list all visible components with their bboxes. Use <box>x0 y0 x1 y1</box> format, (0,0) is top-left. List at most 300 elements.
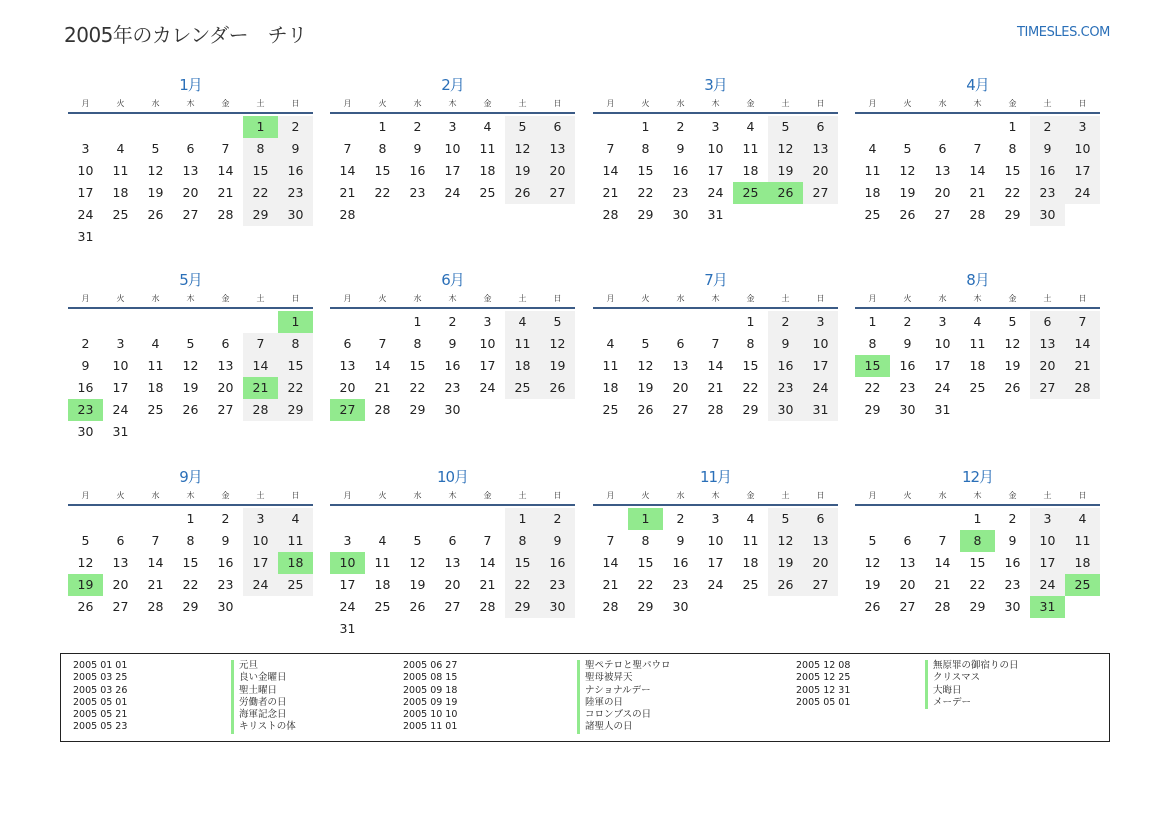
day-grid <box>855 508 1100 618</box>
weekday-label: 土 <box>256 294 265 303</box>
day-cell: 25 <box>479 185 496 200</box>
month-title: 7月 <box>704 271 727 289</box>
day-cell: 28 <box>339 207 356 222</box>
day-cell: 17 <box>707 163 724 178</box>
day-cell: 28 <box>707 402 724 417</box>
day-cell: 19 <box>182 380 199 395</box>
day-cell: 30 <box>1030 204 1065 226</box>
day-cell: 3 <box>343 533 352 548</box>
day-cell: 7 <box>483 533 492 548</box>
empty-cell <box>698 311 733 333</box>
day-cell: 25 <box>278 574 313 596</box>
day-cell: 14 <box>1065 333 1100 355</box>
day-cell: 21 <box>1065 355 1100 377</box>
month-4 <box>855 74 1100 226</box>
day-cell: 6 <box>540 116 575 138</box>
day-cell: 21 <box>147 577 164 592</box>
day-cell: 18 <box>864 185 881 200</box>
weekday-header <box>593 96 838 114</box>
day-cell: 18 <box>147 380 164 395</box>
weekday-label: 水 <box>938 294 947 303</box>
day-cell: 23 <box>899 380 916 395</box>
month-5 <box>68 269 313 443</box>
weekday-label: 土 <box>781 294 790 303</box>
day-cell: 1 <box>186 511 195 526</box>
day-cell: 14 <box>969 163 986 178</box>
day-cell: 29 <box>243 204 278 226</box>
day-cell: 26 <box>505 182 540 204</box>
day-cell: 21 <box>602 577 619 592</box>
day-cell: 12 <box>182 358 199 373</box>
weekday-label: 木 <box>186 491 195 500</box>
day-grid <box>68 116 313 248</box>
day-cell: 25 <box>969 380 986 395</box>
weekday-label: 木 <box>973 99 982 108</box>
day-cell: 25 <box>864 207 881 222</box>
weekday-header <box>330 291 575 309</box>
page-title: 2005年のカレンダー チリ <box>64 23 307 47</box>
day-cell: 8 <box>186 533 195 548</box>
day-cell: 23 <box>768 377 803 399</box>
empty-cell <box>365 508 400 530</box>
legend-names-col-2 <box>577 660 671 734</box>
day-cell: 18 <box>505 355 540 377</box>
day-cell: 18 <box>742 163 759 178</box>
month-10 <box>330 466 575 640</box>
day-cell: 5 <box>868 533 877 548</box>
day-cell: 16 <box>1030 160 1065 182</box>
day-cell: 23 <box>1004 577 1021 592</box>
day-cell: 11 <box>112 163 129 178</box>
day-cell: 8 <box>378 141 387 156</box>
empty-cell <box>628 311 663 333</box>
day-cell: 3 <box>711 119 720 134</box>
holiday-legend <box>60 653 1110 742</box>
weekday-label: 水 <box>413 491 422 500</box>
day-cell: 5 <box>151 141 160 156</box>
weekday-label: 木 <box>186 294 195 303</box>
day-cell: 17 <box>1030 552 1065 574</box>
empty-cell <box>68 311 103 333</box>
day-cell: 24 <box>1030 574 1065 596</box>
holiday-date: 2005 01 01 <box>73 660 128 671</box>
day-cell: 17 <box>1065 160 1100 182</box>
day-cell: 12 <box>77 555 94 570</box>
day-cell: 21 <box>707 380 724 395</box>
day-cell: 13 <box>899 555 916 570</box>
day-cell: 28 <box>374 402 391 417</box>
day-cell: 17 <box>479 358 496 373</box>
weekday-label: 火 <box>116 294 125 303</box>
day-cell: 1 <box>505 508 540 530</box>
day-cell: 15 <box>409 358 426 373</box>
weekday-label: 火 <box>378 99 387 108</box>
day-cell: 27 <box>182 207 199 222</box>
day-cell: 8 <box>641 533 650 548</box>
day-cell: 22 <box>409 380 426 395</box>
day-cell: 4 <box>116 141 125 156</box>
day-cell: 27 <box>899 599 916 614</box>
day-cell: 8 <box>278 333 313 355</box>
day-cell: 11 <box>1065 530 1100 552</box>
day-cell: 10 <box>77 163 94 178</box>
holiday-name: 無原罪の御宿りの日 <box>925 660 1019 672</box>
month-6 <box>330 269 575 421</box>
day-cell: 14 <box>602 555 619 570</box>
day-cell: 11 <box>742 141 759 156</box>
day-cell: 20 <box>217 380 234 395</box>
day-cell: 26 <box>637 402 654 417</box>
weekday-label: 金 <box>746 99 755 108</box>
weekday-label: 水 <box>938 99 947 108</box>
day-cell: 13 <box>112 555 129 570</box>
day-cell: 21 <box>217 185 234 200</box>
day-cell: 17 <box>444 163 461 178</box>
holiday-date: 2005 11 01 <box>403 721 458 733</box>
day-cell: 15 <box>969 555 986 570</box>
day-cell: 11 <box>864 163 881 178</box>
day-cell: 29 <box>637 207 654 222</box>
day-cell: 5 <box>540 311 575 333</box>
weekday-label: 土 <box>256 491 265 500</box>
holiday-name: 元旦 <box>231 660 296 672</box>
day-cell: 20 <box>182 185 199 200</box>
weekday-label: 金 <box>746 294 755 303</box>
day-cell: 2 <box>676 119 685 134</box>
day-cell: 31 <box>112 424 129 439</box>
empty-cell <box>593 116 628 138</box>
month-title: 11月 <box>699 468 732 486</box>
empty-cell <box>890 116 925 138</box>
day-cell: 5 <box>768 116 803 138</box>
day-cell: 31 <box>339 621 356 636</box>
holiday-name: 陸軍の日 <box>577 697 671 709</box>
day-cell: 6 <box>903 533 912 548</box>
day-cell: 27 <box>803 182 838 204</box>
day-cell: 13 <box>540 138 575 160</box>
day-cell: 17 <box>77 185 94 200</box>
holiday-name: 労働者の日 <box>231 697 296 709</box>
day-cell: 30 <box>768 399 803 421</box>
empty-cell <box>960 116 995 138</box>
day-cell: 9 <box>278 138 313 160</box>
day-cell: 5 <box>413 533 422 548</box>
empty-cell <box>890 508 925 530</box>
day-cell: 13 <box>339 358 356 373</box>
day-cell: 19 <box>540 355 575 377</box>
day-cell: 3 <box>1065 116 1100 138</box>
holiday-name: 海軍記念日 <box>231 709 296 721</box>
month-7 <box>593 269 838 421</box>
day-cell: 6 <box>116 533 125 548</box>
weekday-header <box>68 96 313 114</box>
weekday-label: 火 <box>116 99 125 108</box>
day-cell: 23 <box>672 577 689 592</box>
day-cell: 19 <box>409 577 426 592</box>
day-cell: 4 <box>505 311 540 333</box>
day-grid <box>593 508 838 618</box>
day-cell: 16 <box>278 160 313 182</box>
day-cell: 7 <box>243 333 278 355</box>
weekday-label: 火 <box>641 99 650 108</box>
weekday-label: 金 <box>221 294 230 303</box>
day-cell: 15 <box>1004 163 1021 178</box>
weekday-label: 水 <box>676 491 685 500</box>
day-cell: 7 <box>151 533 160 548</box>
day-cell: 11 <box>505 333 540 355</box>
day-cell: 18 <box>374 577 391 592</box>
day-cell: 20 <box>934 185 951 200</box>
weekday-label: 火 <box>641 294 650 303</box>
day-cell: 25 <box>742 577 759 592</box>
day-cell: 19 <box>768 160 803 182</box>
day-cell: 4 <box>151 336 160 351</box>
day-cell: 17 <box>339 577 356 592</box>
day-cell: 17 <box>707 555 724 570</box>
day-cell: 12 <box>505 138 540 160</box>
month-title: 5月 <box>179 271 202 289</box>
day-cell: 4 <box>278 508 313 530</box>
month-11 <box>593 466 838 618</box>
day-cell: 7 <box>606 141 615 156</box>
month-title: 6月 <box>441 271 464 289</box>
day-cell: 11 <box>147 358 164 373</box>
weekday-label: 月 <box>606 491 615 500</box>
day-cell: 22 <box>742 380 759 395</box>
day-cell: 20 <box>540 160 575 182</box>
day-cell: 11 <box>374 555 391 570</box>
day-cell: 18 <box>742 555 759 570</box>
day-cell: 10 <box>934 336 951 351</box>
empty-cell <box>365 311 400 333</box>
day-cell: 26 <box>768 574 803 596</box>
day-cell: 31 <box>934 402 951 417</box>
day-cell: 14 <box>602 163 619 178</box>
day-cell: 27 <box>803 574 838 596</box>
holiday-date: 2005 09 18 <box>403 684 458 696</box>
empty-cell <box>330 116 365 138</box>
weekday-label: 木 <box>448 491 457 500</box>
day-cell: 5 <box>505 116 540 138</box>
day-cell: 28 <box>243 399 278 421</box>
day-cell: 2 <box>1008 511 1017 526</box>
day-cell: 6 <box>1030 311 1065 333</box>
day-cell: 18 <box>1065 552 1100 574</box>
day-cell: 27 <box>444 599 461 614</box>
day-cell: 1 <box>378 119 387 134</box>
site-link[interactable]: TIMESLES.COM <box>1016 25 1110 40</box>
day-cell: 18 <box>602 380 619 395</box>
weekday-label: 土 <box>518 294 527 303</box>
weekday-label: 月 <box>81 99 90 108</box>
day-cell: 23 <box>217 577 234 592</box>
day-cell: 13 <box>803 138 838 160</box>
day-cell: 7 <box>378 336 387 351</box>
day-grid <box>330 116 575 226</box>
day-cell: 11 <box>742 533 759 548</box>
day-cell: 26 <box>864 599 881 614</box>
empty-cell <box>925 508 960 530</box>
day-cell: 23 <box>444 380 461 395</box>
empty-cell <box>243 311 278 333</box>
weekday-label: 水 <box>938 491 947 500</box>
day-cell: 20 <box>803 160 838 182</box>
holiday-date: 2005 05 21 <box>73 709 128 721</box>
day-cell: 28 <box>217 207 234 222</box>
legend-dates-col-3 <box>796 660 850 709</box>
weekday-label: 金 <box>483 294 492 303</box>
weekday-label: 木 <box>711 294 720 303</box>
holiday-name: 良い金曜日 <box>231 672 296 684</box>
empty-cell <box>208 311 243 333</box>
day-cell: 12 <box>899 163 916 178</box>
day-cell: 16 <box>672 555 689 570</box>
day-cell: 24 <box>77 207 94 222</box>
day-grid <box>855 116 1100 226</box>
day-cell: 12 <box>637 358 654 373</box>
day-cell: 22 <box>374 185 391 200</box>
weekday-label: 日 <box>1078 491 1087 500</box>
day-cell: 14 <box>217 163 234 178</box>
weekday-label: 日 <box>553 491 562 500</box>
day-cell: 31 <box>803 399 838 421</box>
weekday-label: 金 <box>483 99 492 108</box>
weekday-header <box>855 96 1100 114</box>
day-cell: 7 <box>343 141 352 156</box>
day-cell: 7 <box>606 533 615 548</box>
weekday-label: 月 <box>343 491 352 500</box>
weekday-label: 火 <box>903 491 912 500</box>
day-cell: 28 <box>147 599 164 614</box>
holiday-name: キリストの体 <box>231 721 296 733</box>
empty-cell <box>68 116 103 138</box>
weekday-label: 月 <box>606 99 615 108</box>
day-cell: 14 <box>147 555 164 570</box>
day-cell: 19 <box>505 160 540 182</box>
day-cell: 16 <box>444 358 461 373</box>
holiday-date: 2005 12 08 <box>796 660 851 671</box>
weekday-header <box>68 488 313 506</box>
day-cell: 23 <box>278 182 313 204</box>
month-8 <box>855 269 1100 421</box>
day-cell: 13 <box>444 555 461 570</box>
weekday-header <box>593 488 838 506</box>
holiday-date: 2005 05 01 <box>73 696 128 708</box>
weekday-label: 月 <box>606 294 615 303</box>
day-cell: 27 <box>217 402 234 417</box>
day-cell: 22 <box>505 574 540 596</box>
day-cell: 17 <box>243 552 278 574</box>
day-cell: 22 <box>243 182 278 204</box>
legend-names-col-3 <box>925 660 1019 709</box>
month-2 <box>330 74 575 226</box>
day-cell: 15 <box>637 555 654 570</box>
day-cell: 11 <box>278 530 313 552</box>
empty-cell <box>68 508 103 530</box>
month-title: 4月 <box>966 76 989 94</box>
day-cell: 12 <box>1004 336 1021 351</box>
day-cell: 9 <box>413 141 422 156</box>
day-cell: 22 <box>637 577 654 592</box>
day-cell: 6 <box>448 533 457 548</box>
month-title: 10月 <box>436 468 469 486</box>
day-cell: 29 <box>278 399 313 421</box>
weekday-label: 日 <box>816 294 825 303</box>
weekday-label: 金 <box>1008 99 1017 108</box>
weekday-label: 土 <box>781 491 790 500</box>
day-cell: 7 <box>221 141 230 156</box>
day-cell: 24 <box>707 577 724 592</box>
empty-cell <box>593 508 628 530</box>
weekday-label: 火 <box>641 491 650 500</box>
day-cell: 27 <box>672 402 689 417</box>
holiday-date: 2005 06 27 <box>403 660 458 671</box>
day-cell: 4 <box>1065 508 1100 530</box>
day-cell: 16 <box>1004 555 1021 570</box>
holiday-name: メーデー <box>925 697 1019 709</box>
day-cell: 9 <box>540 530 575 552</box>
day-cell: 13 <box>217 358 234 373</box>
day-cell: 11 <box>479 141 496 156</box>
day-cell: 1 <box>1008 119 1017 134</box>
legend-dates-col-2 <box>403 660 457 734</box>
holiday-date: 2005 03 25 <box>73 672 128 684</box>
holiday-day-cell: 15 <box>855 355 890 377</box>
holiday-day-cell: 10 <box>330 552 365 574</box>
day-cell: 3 <box>938 314 947 329</box>
day-cell: 6 <box>221 336 230 351</box>
weekday-label: 火 <box>903 99 912 108</box>
day-cell: 17 <box>803 355 838 377</box>
month-title: 8月 <box>966 271 989 289</box>
day-cell: 3 <box>803 311 838 333</box>
weekday-label: 金 <box>1008 491 1017 500</box>
month-1 <box>68 74 313 248</box>
holiday-day-cell: 1 <box>278 311 313 333</box>
day-cell: 14 <box>707 358 724 373</box>
empty-cell <box>925 116 960 138</box>
holiday-name: ナショナルデー <box>577 685 671 697</box>
day-cell: 9 <box>768 333 803 355</box>
weekday-label: 日 <box>816 99 825 108</box>
day-cell: 13 <box>803 530 838 552</box>
day-cell: 22 <box>864 380 881 395</box>
weekday-label: 木 <box>448 294 457 303</box>
day-cell: 16 <box>672 163 689 178</box>
day-cell: 8 <box>746 336 755 351</box>
day-cell: 2 <box>1030 116 1065 138</box>
weekday-header <box>593 291 838 309</box>
day-cell: 9 <box>1030 138 1065 160</box>
day-cell: 23 <box>1030 182 1065 204</box>
empty-cell <box>663 311 698 333</box>
weekday-label: 金 <box>1008 294 1017 303</box>
day-cell: 4 <box>483 119 492 134</box>
weekday-label: 木 <box>973 294 982 303</box>
day-cell: 10 <box>112 358 129 373</box>
day-cell: 27 <box>112 599 129 614</box>
weekday-label: 月 <box>81 491 90 500</box>
day-cell: 22 <box>278 377 313 399</box>
day-cell: 26 <box>1004 380 1021 395</box>
day-cell: 14 <box>934 555 951 570</box>
day-cell: 30 <box>899 402 916 417</box>
weekday-header <box>68 291 313 309</box>
month-12 <box>855 466 1100 618</box>
day-cell: 2 <box>221 511 230 526</box>
weekday-label: 日 <box>291 491 300 500</box>
day-cell: 2 <box>413 119 422 134</box>
